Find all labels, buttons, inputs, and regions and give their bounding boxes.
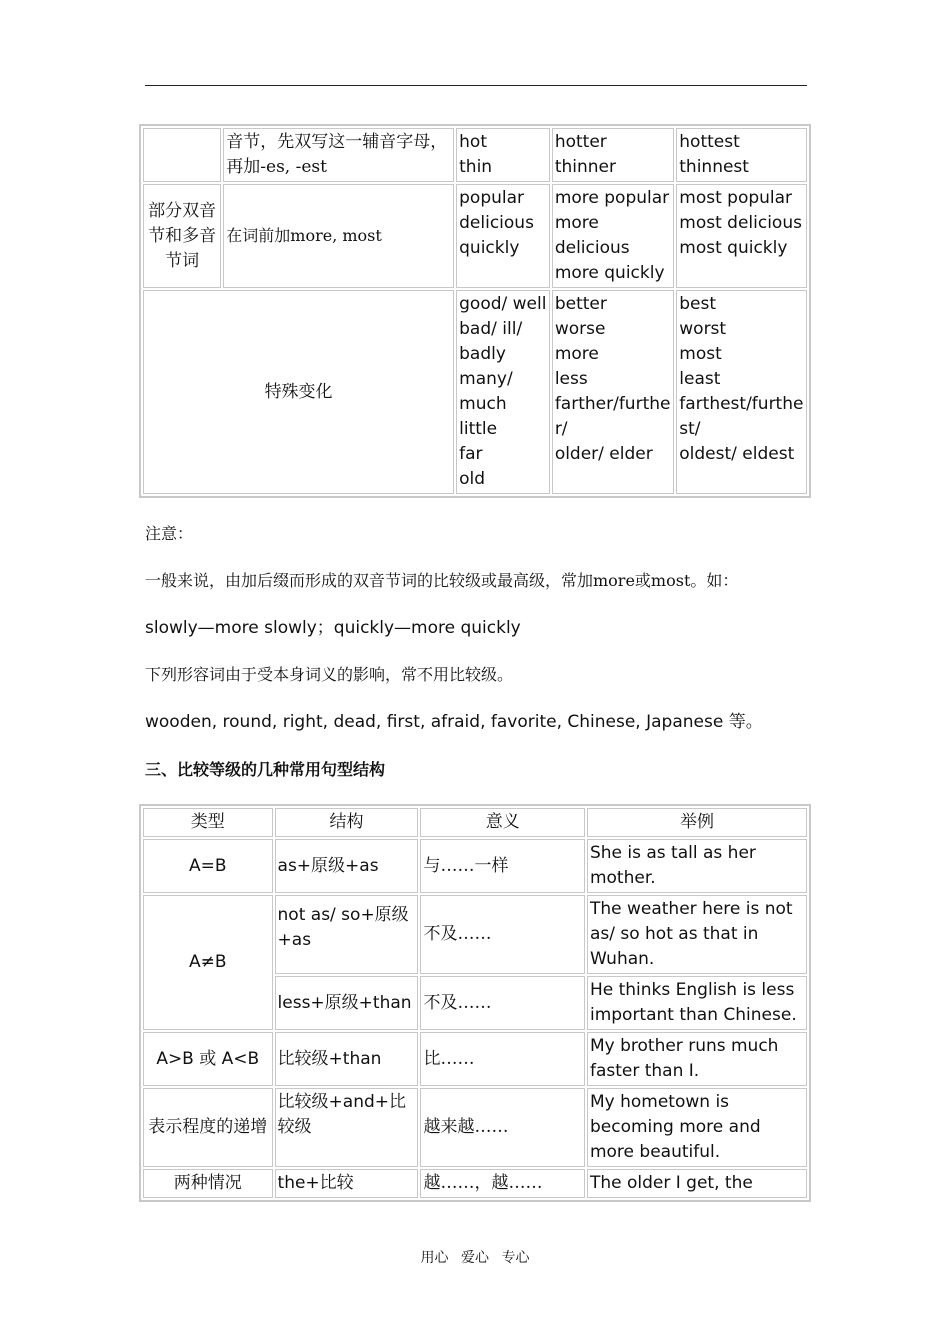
meaning-cell: 越来越……	[420, 1088, 585, 1167]
type-cell: A=B	[143, 839, 273, 893]
example-cell: The older I get, the	[587, 1169, 807, 1198]
note-example: slowly—more slowly；quickly—more quickly	[145, 618, 521, 638]
type-cell: 两种情况	[143, 1169, 273, 1198]
superlative-cell: most popular most delicious most quickly	[676, 184, 807, 288]
example-cell: The weather here is not as/ so hot as that in Wuhan.	[587, 895, 807, 974]
superlative-cell: hottest thinnest	[676, 128, 807, 182]
category-cell: 部分双音节和多音节词	[143, 184, 221, 288]
example-cell: She is as tall as her mother.	[587, 839, 807, 893]
type-cell: A>B 或 A<B	[143, 1032, 273, 1086]
column-header: 类型	[143, 808, 273, 837]
table-row	[143, 128, 807, 182]
sentence-structure-table	[139, 804, 811, 1202]
meaning-cell: 不及……	[420, 895, 585, 974]
example-cell: My brother runs much faster than I.	[587, 1032, 807, 1086]
column-header: 举例	[587, 808, 807, 837]
rule-cell: 音节，先双写这一辅音字母，再加-es, -est	[223, 128, 454, 182]
meaning-cell: 比……	[420, 1032, 585, 1086]
column-header: 结构	[275, 808, 419, 837]
comparative-cell: hotter thinner	[552, 128, 674, 182]
superlative-cell: best worst most least farthest/furthe st/ oldest/ eldest	[676, 290, 807, 494]
example-cell: My hometown is becoming more and more beautiful.	[587, 1088, 807, 1167]
note-paragraph: 下列形容词由于受本身词义的影响，常不用比较级。	[145, 665, 514, 684]
rule-cell: 在词前加more, most	[223, 184, 454, 288]
base-cell: hot thin	[456, 128, 550, 182]
type-cell: 表示程度的递增	[143, 1088, 273, 1167]
base-cell: good/ well bad/ ill/ badly many/ much little far old	[456, 290, 550, 494]
comparative-cell: more popular more delicious more quickly	[552, 184, 674, 288]
meaning-cell: 越……，越……	[420, 1169, 585, 1198]
header-rule	[145, 85, 807, 86]
comparison-forms-table	[139, 124, 811, 498]
table-row	[143, 839, 807, 893]
note-example: wooden, round, right, dead, first, afraid, favorite, Chinese, Japanese 等。	[145, 712, 763, 732]
example-cell: He thinks English is less important than Chinese.	[587, 976, 807, 1030]
category-cell	[143, 128, 221, 182]
table-row	[143, 1088, 807, 1167]
meaning-cell: 不及……	[420, 976, 585, 1030]
structure-cell: not as/ so+原级+as	[275, 895, 419, 974]
type-cell: A≠B	[143, 895, 273, 1030]
structure-cell: the+比较	[275, 1169, 419, 1198]
table-row	[143, 1032, 807, 1086]
structure-cell: as+原级+as	[275, 839, 419, 893]
table-row	[143, 184, 807, 288]
table-row	[143, 895, 807, 974]
table-row	[143, 1169, 807, 1198]
structure-cell: 比较级+than	[275, 1032, 419, 1086]
base-cell: popular delicious quickly	[456, 184, 550, 288]
page-footer: 用心 爱心 专心	[420, 1250, 530, 1266]
structure-cell: less+原级+than	[275, 976, 419, 1030]
structure-cell: 比较级+and+比较级	[275, 1088, 419, 1167]
section-heading: 三、比较等级的几种常用句型结构	[145, 760, 386, 779]
column-header: 意义	[420, 808, 585, 837]
meaning-cell: 与……一样	[420, 839, 585, 893]
table-header-row	[143, 808, 807, 837]
comparative-cell: better worse more less farther/furthe r/ older/ elder	[552, 290, 674, 494]
note-label: 注意：	[145, 524, 194, 543]
table-row	[143, 290, 807, 494]
category-cell: 特殊变化	[143, 290, 454, 494]
note-paragraph: 一般来说，由加后缀而形成的双音节词的比较级或最高级，常加more或most。如：	[145, 571, 739, 590]
